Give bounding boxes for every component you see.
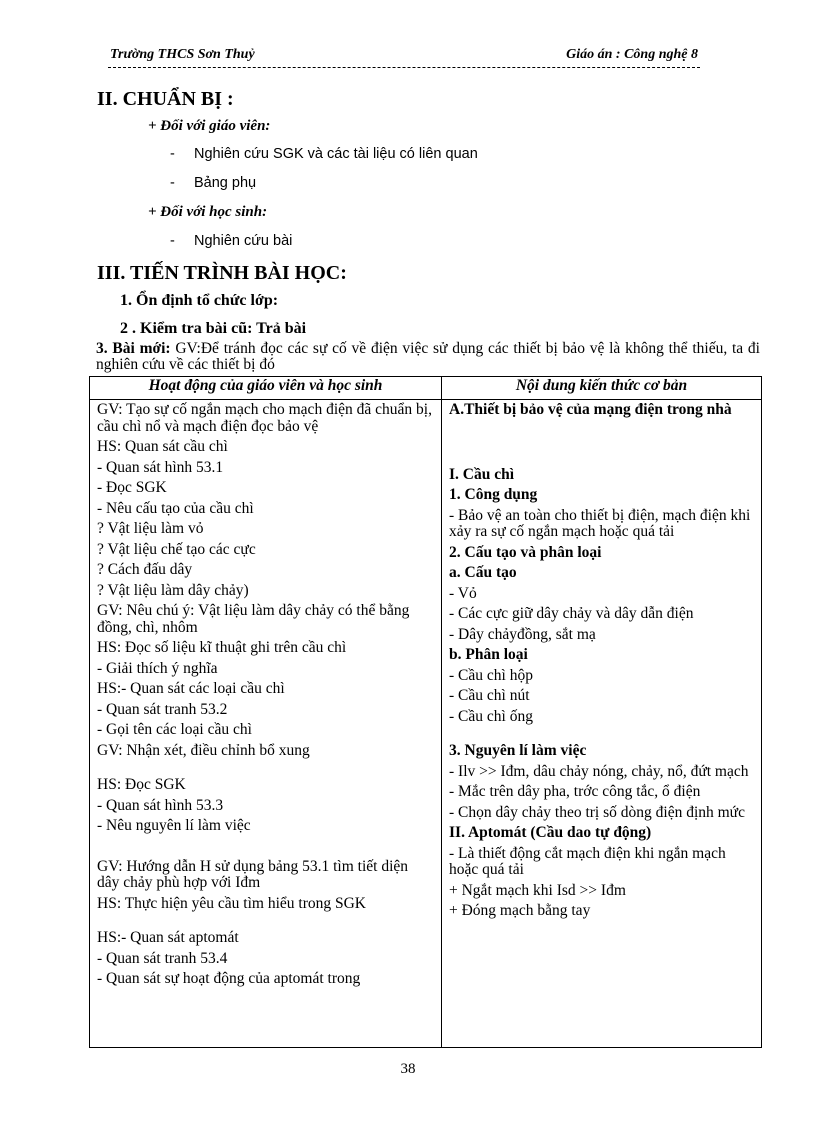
content-item: - Cầu chì nút — [449, 687, 530, 704]
activity-item: - Nêu nguyên lí làm việc — [97, 817, 251, 834]
content-item: - Cầu chì hộp — [449, 666, 533, 684]
activity-item: - Quan sát tranh 53.4 — [97, 949, 228, 967]
activity-item: - Gọi tên các loại cầu chì — [97, 721, 252, 738]
step-3-intro — [96, 341, 760, 373]
content-item: + Ngắt mạch khi Isd >> Iđm — [449, 881, 626, 899]
content-item: - Bảo vệ an toàn cho thiết bị điện, mạch điện khi xảy ra sự cố ngắn mạch hoặc quá tải — [449, 506, 751, 540]
teacher-item-2: - Bảng phụ — [170, 175, 257, 191]
section-3-title: III. TIẾN TRÌNH BÀI HỌC: — [97, 262, 347, 284]
content-item: - Chọn dây chảy theo trị số dòng điện định mức — [449, 803, 745, 821]
step-3-label: 3. Bài mới: — [96, 340, 171, 357]
activity-item: - Quan sát hình 53.1 — [97, 458, 224, 476]
header-school: Trường THCS Sơn Thuỷ — [110, 47, 255, 62]
column-header-activities: Hoạt động của giáo viên và học sinh — [90, 377, 442, 400]
content-heading: A.Thiết bị bảo vệ của mạng điện trong nhà — [449, 401, 732, 418]
activity-item: - Giải thích ý nghĩa — [97, 659, 218, 677]
content-heading: I. Cầu chì — [449, 465, 515, 483]
activity-item: - Quan sát sự hoạt động của aptomát trong — [97, 970, 361, 987]
activity-item: ? Vật liệu làm dây chảy) — [97, 581, 249, 599]
content-item: - Các cực giữ dây chảy và dây dẫn điện — [449, 605, 694, 622]
activity-item: HS: Đọc SGK — [97, 776, 186, 793]
activity-item: HS:- Quan sát các loại cầu chì — [97, 680, 285, 697]
activity-item: - Quan sát tranh 53.2 — [97, 700, 228, 718]
teacher-heading: + Đối với giáo viên: — [148, 118, 271, 134]
content-heading: 2. Cấu tạo và phân loại — [449, 543, 602, 561]
content-item: - Dây chảyđồng, sắt mạ — [449, 625, 596, 643]
content-heading: b. Phân loại — [449, 646, 528, 663]
column-header-content: Nội dung kiến thức cơ bản — [442, 377, 762, 400]
activity-item: ? Vật liệu làm vỏ — [97, 520, 204, 537]
activity-item: - Quan sát hình 53.3 — [97, 796, 224, 814]
content-item: - Cầu chì ống — [449, 707, 533, 725]
content-heading: 3. Nguyên lí làm việc — [449, 742, 587, 759]
activity-item: ? Cách đấu dây — [97, 561, 193, 578]
student-item-1: - Nghiên cứu bài — [170, 233, 293, 249]
section-2-title: II. CHUẨN BỊ : — [97, 88, 234, 110]
content-heading: II. Aptomát (Cầu dao tự động) — [449, 824, 652, 841]
activity-item: - Nêu cấu tạo của cầu chì — [97, 499, 254, 517]
content-cell — [442, 400, 762, 1048]
lesson-table — [89, 376, 762, 1048]
activity-item: GV: Nêu chú ý: Vật liệu làm dây chảy có thể bằng đồng, chì, nhôm — [97, 602, 410, 636]
student-heading: + Đối với học sinh: — [148, 204, 268, 220]
step-1: 1. Ổn định tổ chức lớp: — [120, 292, 279, 309]
header-rule — [108, 67, 700, 68]
page-number: 38 — [400, 1061, 416, 1077]
activity-item: - Đọc SGK — [97, 479, 167, 496]
activity-item: HS:- Quan sát aptomát — [97, 929, 239, 946]
content-item: + Đóng mạch bằng tay — [449, 902, 591, 919]
activity-item: GV: Tạo sự cố ngắn mạch cho mạch điện đã chuẩn bị, cầu chì nổ và mạch điện đọc bảo vệ — [97, 401, 432, 435]
content-item: - Vỏ — [449, 584, 477, 602]
content-item: - Là thiết động cắt mạch điện khi ngắn mạch hoặc quá tải — [449, 844, 726, 878]
activity-item: ? Vật liệu chế tạo các cực — [97, 540, 256, 558]
content-heading: a. Cấu tạo — [449, 564, 517, 581]
step-3-text: GV:Để tránh đọc các sự cố về điện việc sử dụng các thiết bị bảo vệ là không thể thiếu, ta đi nghiên cứu về các thiết bị đó — [96, 340, 760, 373]
activity-item: HS: Đọc số liệu kĩ thuật ghi trên cầu chì — [97, 639, 347, 656]
content-item: - Ilv >> Iđm, dâu chảy nóng, chảy, nổ, đứt mạch — [449, 762, 749, 780]
activity-item: GV: Hướng dẫn H sử dụng bảng 53.1 tìm tiết diện dây chảy phù hợp với Iđm — [97, 857, 408, 891]
activities-cell — [90, 400, 442, 1048]
content-heading: 1. Công dụng — [449, 486, 538, 503]
activity-item: GV: Nhận xét, điều chỉnh bổ xung — [97, 741, 310, 759]
teacher-item-1: - Nghiên cứu SGK và các tài liệu có liên quan — [170, 146, 478, 162]
activity-item: HS: Quan sát cầu chì — [97, 438, 228, 455]
header-subject: Giáo án : Công nghệ 8 — [566, 47, 698, 62]
step-2: 2 . Kiểm tra bài cũ: Trả bài — [120, 320, 307, 337]
activity-item: HS: Thực hiện yêu cầu tìm hiểu trong SGK — [97, 894, 366, 912]
content-item: - Mắc trên dây pha, trớc công tắc, ổ điện — [449, 783, 701, 800]
